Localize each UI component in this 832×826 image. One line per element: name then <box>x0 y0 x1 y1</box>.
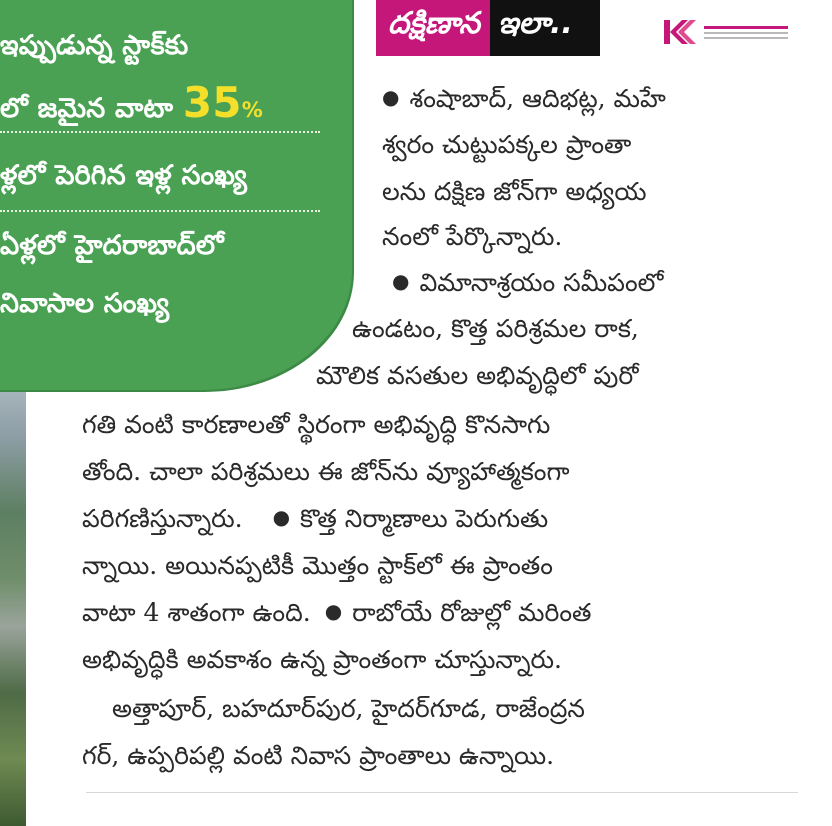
article-line: మౌలిక వసతుల అభివృద్ధిలో పురో <box>316 361 639 390</box>
article-line: తోంది. చాలా పరిశ్రమలు ఈ జోన్‌ను వ్యూహాత్మకంగా <box>82 457 570 486</box>
article-line: నంలో పేర్కొన్నారు. <box>382 222 563 251</box>
article-line-text: రాబోయే రోజుల్లో మరింత <box>352 598 592 627</box>
infographic-line-4: ఏళ్లలో హైదరాబాద్‌లో <box>0 230 224 261</box>
infographic-line-1: ఇప్పుడున్న స్టాక్‌కు <box>0 30 189 61</box>
article-line-text: పరిగణిస్తున్నారు. <box>82 504 243 533</box>
bullet-icon: ● <box>272 505 291 529</box>
article-line: ఉండటం, కొత్త పరిశ్రమల రాక, <box>352 314 639 343</box>
article-line <box>82 504 548 540</box>
heading-part-2: ఇలా.. <box>490 0 600 56</box>
article-line: అత్తాపూర్, బహదూర్‌పుర, హైదర్‌గూడ, రాజేంద్రన <box>112 694 585 723</box>
share-value: 35 <box>182 78 242 127</box>
bullet-icon: ● <box>382 85 400 109</box>
article-line <box>82 598 591 634</box>
article-line: గర్, ఉప్పరిపల్లి వంటి నివాస ప్రాంతాలు ఉన్నాయి. <box>82 741 555 770</box>
infographic-line-2-text: లో జమైన వాటా <box>0 93 174 124</box>
article-line: లను దక్షిణ జోన్‌గా అధ్యయ <box>382 177 647 206</box>
divider <box>86 792 798 793</box>
infographic-line-5: నివాసాల సంఖ్య <box>0 288 170 319</box>
bullet-icon: ● <box>392 269 410 293</box>
article-line-text: విమానాశ్రయం సమీపంలో <box>419 268 664 297</box>
article-line <box>392 268 663 304</box>
article-line: అభివృద్ధికి అవకాశం ఉన్న ప్రాంతంగా చూస్తున్నారు. <box>82 645 562 674</box>
article-line-text: వాటా 4 శాతంగా ఉంది. <box>82 598 311 627</box>
bullet-icon: ● <box>324 599 343 623</box>
article-line-text: శంషాబాద్, ఆదిభట్ల, మహే <box>409 84 666 113</box>
infographic-line-3: ళ్లలో పెరిగిన ఇళ్ల సంఖ్య <box>0 160 248 191</box>
article-line-text: కొత్త నిర్మాణాలు పెరుగుతు <box>300 504 549 533</box>
article-line: న్నాయి. అయినప్పటికీ మొత్తం స్టాక్‌లో ఈ ప్రాంతం <box>82 551 553 580</box>
share-unit: % <box>241 98 263 122</box>
heading-part-1: దక్షిణాన <box>376 0 490 56</box>
article-line: గతి వంటి కారణాలతో స్థిరంగా అభివృద్ధి కొనసాగు <box>82 410 551 439</box>
article-line <box>382 84 666 120</box>
article-line: శ్వరం చుట్టుపక్కల ప్రాంతా <box>382 130 632 159</box>
